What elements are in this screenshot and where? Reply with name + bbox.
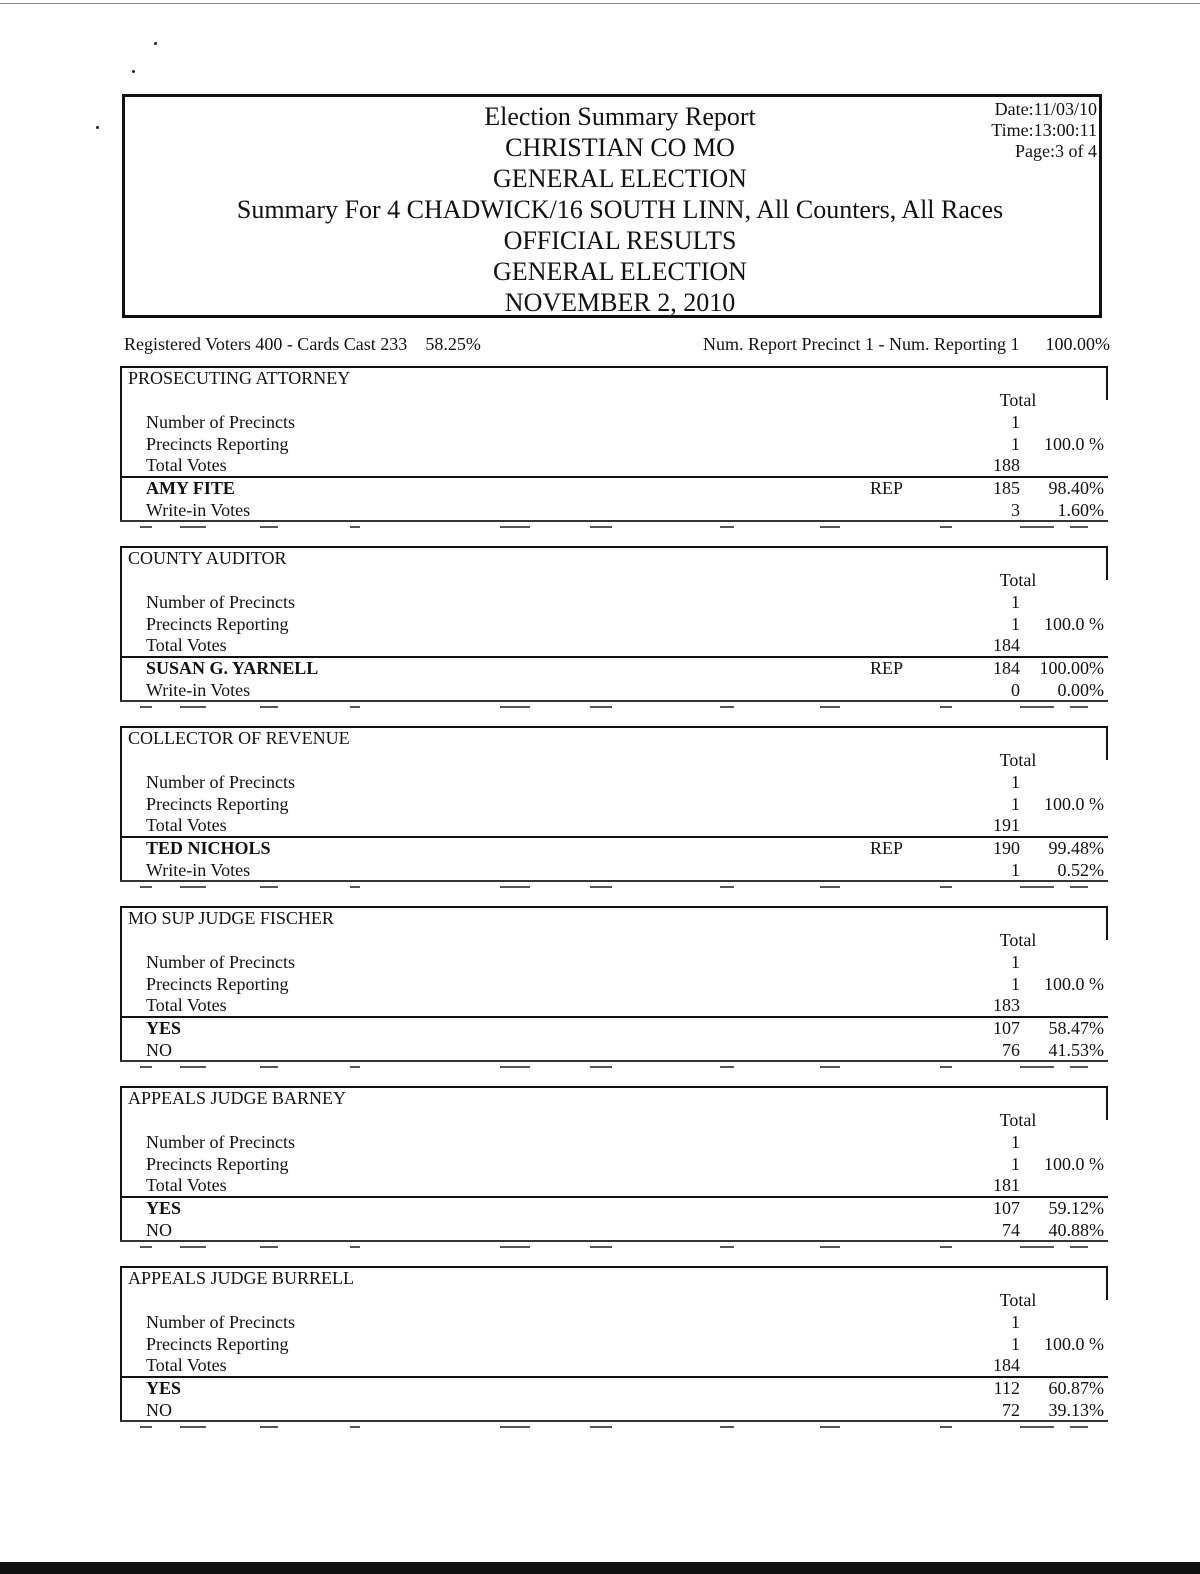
candidate-row <box>120 1220 1110 1242</box>
candidate-name: YES <box>146 1198 182 1218</box>
total-votes-label: Total Votes <box>146 1175 227 1195</box>
precincts-value: 1 <box>1011 412 1020 432</box>
reporting-percent: 100.0 % <box>1044 1154 1104 1174</box>
candidate-row <box>120 500 1110 522</box>
precincts-row <box>120 952 1110 974</box>
total-votes-row <box>120 995 1110 1017</box>
scan-noise <box>120 884 1110 892</box>
report-summary-for: Summary For 4 CHADWICK/16 SOUTH LINN, All Counters, All Races <box>236 195 1004 224</box>
scan-speck <box>154 42 157 45</box>
precincts-label: Number of Precincts <box>146 952 295 972</box>
total-votes-label: Total Votes <box>146 1355 227 1375</box>
precincts-value: 1 <box>1011 592 1020 612</box>
race-title: COUNTY AUDITOR <box>128 548 287 568</box>
race-border <box>1106 1086 1108 1120</box>
total-votes-label: Total Votes <box>146 815 227 835</box>
race-border <box>1106 1266 1108 1300</box>
precincts-label: Number of Precincts <box>146 592 295 612</box>
reporting-percent: 100.00% <box>1045 334 1110 354</box>
candidate-percent: 39.13% <box>1048 1400 1104 1420</box>
total-votes-label: Total Votes <box>146 635 227 655</box>
candidate-row <box>120 658 1110 680</box>
candidate-row <box>120 838 1110 860</box>
candidate-votes: 76 <box>1002 1040 1020 1060</box>
precincts-label: Number of Precincts <box>146 1312 295 1332</box>
candidate-party: REP <box>870 478 904 498</box>
candidate-row <box>120 1378 1110 1400</box>
reporting-label: Precincts Reporting <box>146 1154 289 1174</box>
reporting-value: 1 <box>1011 1334 1020 1354</box>
total-votes-row <box>120 635 1110 657</box>
candidate-percent: 59.12% <box>1048 1198 1104 1218</box>
candidate-name: TED NICHOLS <box>146 838 271 858</box>
race-block <box>120 546 1110 704</box>
report-county: CHRISTIAN CO MO <box>505 133 735 162</box>
total-votes-label: Total Votes <box>146 995 227 1015</box>
precincts-value: 1 <box>1011 952 1020 972</box>
total-votes-value: 184 <box>993 1355 1020 1375</box>
race-title: APPEALS JUDGE BARNEY <box>128 1088 347 1108</box>
reporting-value: 1 <box>1011 974 1020 994</box>
total-votes-row <box>120 1355 1110 1377</box>
scan-noise <box>120 704 1110 712</box>
scan-speck <box>132 70 135 73</box>
candidate-name: NO <box>146 1400 172 1420</box>
scan-edge-bottom <box>0 1562 1200 1574</box>
precincts-label: Number of Precincts <box>146 412 295 432</box>
total-votes-value: 181 <box>993 1175 1020 1195</box>
race-title: COLLECTOR OF REVENUE <box>128 728 350 748</box>
total-votes-row <box>120 1175 1110 1197</box>
candidate-percent: 98.40% <box>1048 478 1104 498</box>
race-title: MO SUP JUDGE FISCHER <box>128 908 334 928</box>
reporting-value: 1 <box>1011 794 1020 814</box>
race-border <box>1106 906 1108 940</box>
reporting-label: Precincts Reporting <box>146 434 289 454</box>
candidate-row <box>120 1018 1110 1040</box>
report-header <box>122 94 1102 318</box>
total-votes-row <box>120 455 1110 477</box>
race-block <box>120 1086 1110 1244</box>
report-status: OFFICIAL RESULTS <box>503 226 737 255</box>
precincts-value: 1 <box>1011 772 1020 792</box>
reporting-label: Precincts Reporting <box>146 614 289 634</box>
candidate-votes: 112 <box>993 1378 1020 1398</box>
reporting-percent: 100.0 % <box>1044 1334 1104 1354</box>
race-border <box>1106 366 1108 400</box>
race-block <box>120 906 1110 1064</box>
scan-noise <box>120 524 1110 532</box>
precincts-value: 1 <box>1011 1312 1020 1332</box>
candidate-votes: 185 <box>993 478 1020 498</box>
candidate-votes: 0 <box>1011 680 1020 700</box>
candidate-votes: 107 <box>993 1018 1020 1038</box>
candidate-votes: 184 <box>993 658 1020 678</box>
scan-speck <box>96 126 99 129</box>
total-votes-value: 191 <box>993 815 1020 835</box>
total-column-header: Total <box>999 390 1037 410</box>
race-border <box>1106 546 1108 580</box>
candidate-percent: 41.53% <box>1048 1040 1104 1060</box>
race-border <box>1106 726 1108 760</box>
report-date: Date:11/03/10 <box>994 99 1097 119</box>
reporting-row <box>120 614 1110 636</box>
candidate-name: YES <box>146 1378 182 1398</box>
reporting-value: 1 <box>1011 1154 1020 1174</box>
precincts-row <box>120 772 1110 794</box>
precincts-row <box>120 592 1110 614</box>
candidate-row <box>120 478 1110 500</box>
candidate-percent: 40.88% <box>1048 1220 1104 1240</box>
total-column-header: Total <box>999 1110 1037 1130</box>
voter-summary <box>124 334 1110 358</box>
precincts-row <box>120 1132 1110 1154</box>
candidate-percent: 100.00% <box>1039 658 1104 678</box>
candidate-row <box>120 1198 1110 1220</box>
scan-noise <box>120 1424 1110 1432</box>
candidate-party: REP <box>870 838 904 858</box>
race-title: PROSECUTING ATTORNEY <box>128 368 351 388</box>
candidate-votes: 74 <box>1002 1220 1020 1240</box>
candidate-name: Write-in Votes <box>146 500 251 520</box>
reporting-row <box>120 974 1110 996</box>
reporting-percent: 100.0 % <box>1044 794 1104 814</box>
turnout-percent: 58.25% <box>425 334 481 354</box>
candidate-name: Write-in Votes <box>146 860 251 880</box>
reporting-row <box>120 794 1110 816</box>
reporting-row <box>120 434 1110 456</box>
precincts-label: Number of Precincts <box>146 1132 295 1152</box>
reporting-row <box>120 1154 1110 1176</box>
total-column-header: Total <box>999 750 1037 770</box>
reporting-percent: 100.0 % <box>1044 434 1104 454</box>
candidate-name: NO <box>146 1040 172 1060</box>
race-block <box>120 366 1110 524</box>
race-block <box>120 1266 1110 1424</box>
report-page: Page:3 of 4 <box>1015 141 1097 161</box>
scan-noise <box>120 1244 1110 1252</box>
report-meta <box>991 99 1097 162</box>
candidate-party: REP <box>870 658 904 678</box>
total-column-header: Total <box>999 1290 1037 1310</box>
reporting-label: Precincts Reporting <box>146 1334 289 1354</box>
candidate-percent: 0.52% <box>1057 860 1104 880</box>
candidate-row <box>120 1040 1110 1062</box>
candidate-name: YES <box>146 1018 182 1038</box>
report-time: Time:13:00:11 <box>991 120 1097 140</box>
report-election-date: NOVEMBER 2, 2010 <box>504 288 736 317</box>
precincts-reporting-summary: Num. Report Precinct 1 - Num. Reporting 1 <box>703 334 1020 354</box>
candidate-row <box>120 680 1110 702</box>
candidate-percent: 1.60% <box>1057 500 1104 520</box>
scan-edge-top <box>0 3 1200 4</box>
total-votes-label: Total Votes <box>146 455 227 475</box>
candidate-row <box>120 1400 1110 1422</box>
candidate-percent: 99.48% <box>1048 838 1104 858</box>
precincts-value: 1 <box>1011 1132 1020 1152</box>
reporting-label: Precincts Reporting <box>146 974 289 994</box>
candidate-name: Write-in Votes <box>146 680 251 700</box>
race-title: APPEALS JUDGE BURRELL <box>128 1268 355 1288</box>
reporting-percent: 100.0 % <box>1044 614 1104 634</box>
total-votes-value: 188 <box>993 455 1020 475</box>
precincts-label: Number of Precincts <box>146 772 295 792</box>
candidate-votes: 107 <box>993 1198 1020 1218</box>
candidate-name: AMY FITE <box>146 478 235 498</box>
scan-noise <box>120 1064 1110 1072</box>
candidate-percent: 60.87% <box>1048 1378 1104 1398</box>
candidate-percent: 0.00% <box>1057 680 1104 700</box>
precincts-row <box>120 412 1110 434</box>
candidate-votes: 1 <box>1011 860 1020 880</box>
report-election: GENERAL ELECTION <box>493 164 747 193</box>
race-block <box>120 726 1110 884</box>
candidate-votes: 190 <box>993 838 1020 858</box>
registered-voters: Registered Voters 400 - Cards Cast 233 <box>124 334 408 354</box>
candidate-percent: 58.47% <box>1048 1018 1104 1038</box>
reporting-value: 1 <box>1011 434 1020 454</box>
candidate-row <box>120 860 1110 882</box>
precincts-row <box>120 1312 1110 1334</box>
candidate-name: SUSAN G. YARNELL <box>146 658 319 678</box>
total-column-header: Total <box>999 570 1037 590</box>
reporting-percent: 100.0 % <box>1044 974 1104 994</box>
candidate-votes: 72 <box>1002 1400 1020 1420</box>
candidate-name: NO <box>146 1220 172 1240</box>
total-votes-value: 183 <box>993 995 1020 1015</box>
reporting-value: 1 <box>1011 614 1020 634</box>
reporting-row <box>120 1334 1110 1356</box>
total-column-header: Total <box>999 930 1037 950</box>
candidate-votes: 3 <box>1011 500 1020 520</box>
report-election-repeat: GENERAL ELECTION <box>493 257 747 286</box>
report-title: Election Summary Report <box>484 102 756 131</box>
total-votes-value: 184 <box>993 635 1020 655</box>
total-votes-row <box>120 815 1110 837</box>
reporting-label: Precincts Reporting <box>146 794 289 814</box>
